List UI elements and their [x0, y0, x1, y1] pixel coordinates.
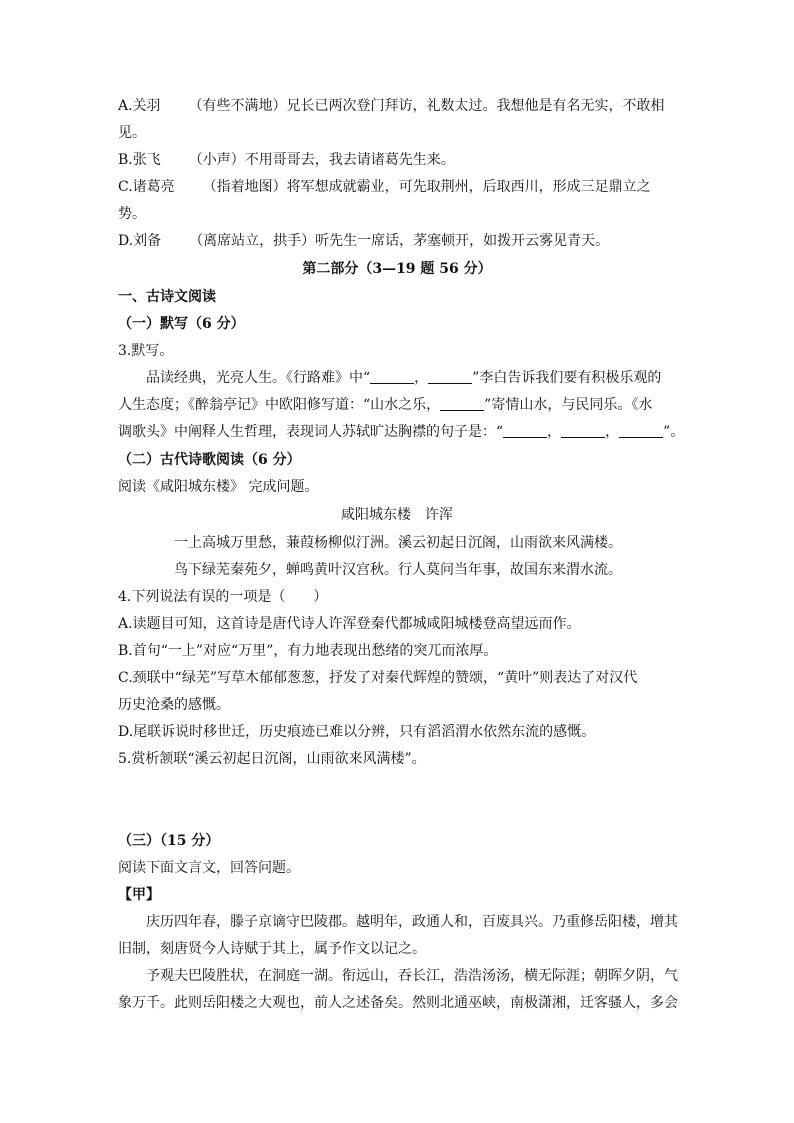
- question-3-line2: [118, 395, 652, 415]
- q3-text: ，: [605, 424, 620, 440]
- passage-p2-line2: 象万千。此则岳阳楼之大观也，前人之述备矣。然则北通巫峡，南极潇湘，迁客骚人，多会: [118, 995, 678, 1011]
- option-a-text: （有些不满地）兄长已两次登门拜访，礼数太过。我想他是有名无实，不敢相: [188, 98, 665, 114]
- q3-text: ，: [414, 370, 429, 386]
- q3-text: ”。: [663, 424, 685, 440]
- answer-blank[interactable]: [428, 369, 472, 384]
- answer-blank[interactable]: [503, 423, 547, 438]
- passage-jia-label: 【甲】: [118, 887, 160, 903]
- option-b: [118, 150, 455, 170]
- part2-title: 第二部分（3—19 题 56 分）: [302, 261, 492, 277]
- poem-author: 许浑: [425, 507, 453, 523]
- question-4-option-d: D.尾联诉说时移世迁，历史痕迹已难以分辨，只有滔滔渭水依然东流的感慨。: [118, 724, 596, 740]
- option-c: [118, 177, 651, 197]
- subsection2-title: （二）古代诗歌阅读（6 分）: [118, 452, 301, 468]
- option-c-continued: 势。: [118, 206, 146, 222]
- section1-title: 一、古诗文阅读: [118, 289, 216, 305]
- passage-p2-line1: 予观夫巴陵胜状，在洞庭一湖。衔远山，吞长江，浩浩汤汤，横无际涯；朝晖夕阴，气: [146, 968, 678, 984]
- question-4-option-c: C.颈联中“绿芜”写草木郁郁葱葱，抒发了对秦代辉煌的赞颂，“黄叶”则表达了对汉代: [118, 670, 638, 686]
- q3-text: ”李白告诉我们要有积极乐观的: [472, 370, 662, 386]
- poem-line-1: 一上高城万里愁，蒹葭杨柳似汀洲。溪云初起日沉阁，山雨欲来风满楼。: [174, 535, 622, 551]
- option-d-text: （离席站立，拱手）听先生一席话，茅塞顿开，如拨开云雾见青天。: [189, 233, 610, 249]
- q3-text: 品读经典，光亮人生。《行路难》中“: [146, 370, 371, 386]
- question-3-line1: [146, 368, 661, 388]
- option-a: [118, 96, 665, 116]
- subsection1-title: （一）默写（6 分）: [118, 316, 245, 332]
- poem-heading: [0, 505, 794, 525]
- question-4-stem: 4.下列说法有误的一项是（ ）: [118, 589, 328, 605]
- q3-text: 调歌头》中阐释人生哲理，表现词人苏轼旷达胸襟的句子是：“: [118, 424, 504, 440]
- answer-blank[interactable]: [440, 396, 484, 411]
- passage-p1-line2: 旧制，刻唐贤今人诗赋于其上，属予作文以记之。: [118, 941, 426, 957]
- poem-title: 咸阳城东楼: [341, 507, 411, 523]
- question-4-option-b: B.首句“一上”对应“万里”，有力地表现出愁绪的突兀而浓厚。: [118, 643, 498, 659]
- q3-text: 人生态度；《醉翁亭记》中欧阳修写道：“山水之乐，: [118, 397, 441, 413]
- question-3-line3: [118, 422, 684, 442]
- question-4-option-c-continued: 历史沧桑的感慨。: [118, 697, 230, 713]
- q3-text: ，: [547, 424, 562, 440]
- q3-text: ”寄情山水，与民同乐。《水: [484, 397, 653, 413]
- option-a-continued: 见。: [118, 125, 146, 141]
- passage-p1-line1: 庆历四年春，滕子京谪守巴陵郡。越明年，政通人和，百废具兴。乃重修岳阳楼，增其: [146, 914, 678, 930]
- option-b-text: （小声）不用哥哥去，我去请诸葛先生来。: [188, 152, 455, 168]
- option-d-label: D.刘备: [118, 233, 162, 249]
- option-c-label: C.诸葛亮: [118, 179, 175, 195]
- answer-blank[interactable]: [619, 423, 663, 438]
- answer-blank[interactable]: [370, 369, 414, 384]
- option-a-label: A.关羽: [118, 98, 161, 114]
- option-c-text: （指着地图）将军想成就霸业，可先取荆州，后取西川，形成三足鼎立之: [202, 179, 651, 195]
- option-d: [118, 231, 609, 251]
- poem-line-2: 鸟下绿芜秦苑夕，蝉鸣黄叶汉宫秋。行人莫问当年事，故国东来渭水流。: [174, 562, 622, 578]
- answer-blank[interactable]: [561, 423, 605, 438]
- question-5: 5.赏析颔联“溪云初起日沉阁，山雨欲来风满楼”。: [118, 751, 426, 767]
- question-4-option-a: A.读题目可知，这首诗是唐代诗人许浑登秦代都城咸阳城楼登高望远而作。: [118, 616, 581, 632]
- wenyan-intro: 阅读下面文言文，回答问题。: [118, 860, 300, 876]
- option-b-label: B.张飞: [118, 152, 161, 168]
- subsection3-title: （三）（15 分）: [118, 833, 220, 849]
- poem-intro: 阅读《咸阳城东楼》 完成问题。: [118, 479, 319, 495]
- question-3-number: 3.默写。: [118, 343, 174, 359]
